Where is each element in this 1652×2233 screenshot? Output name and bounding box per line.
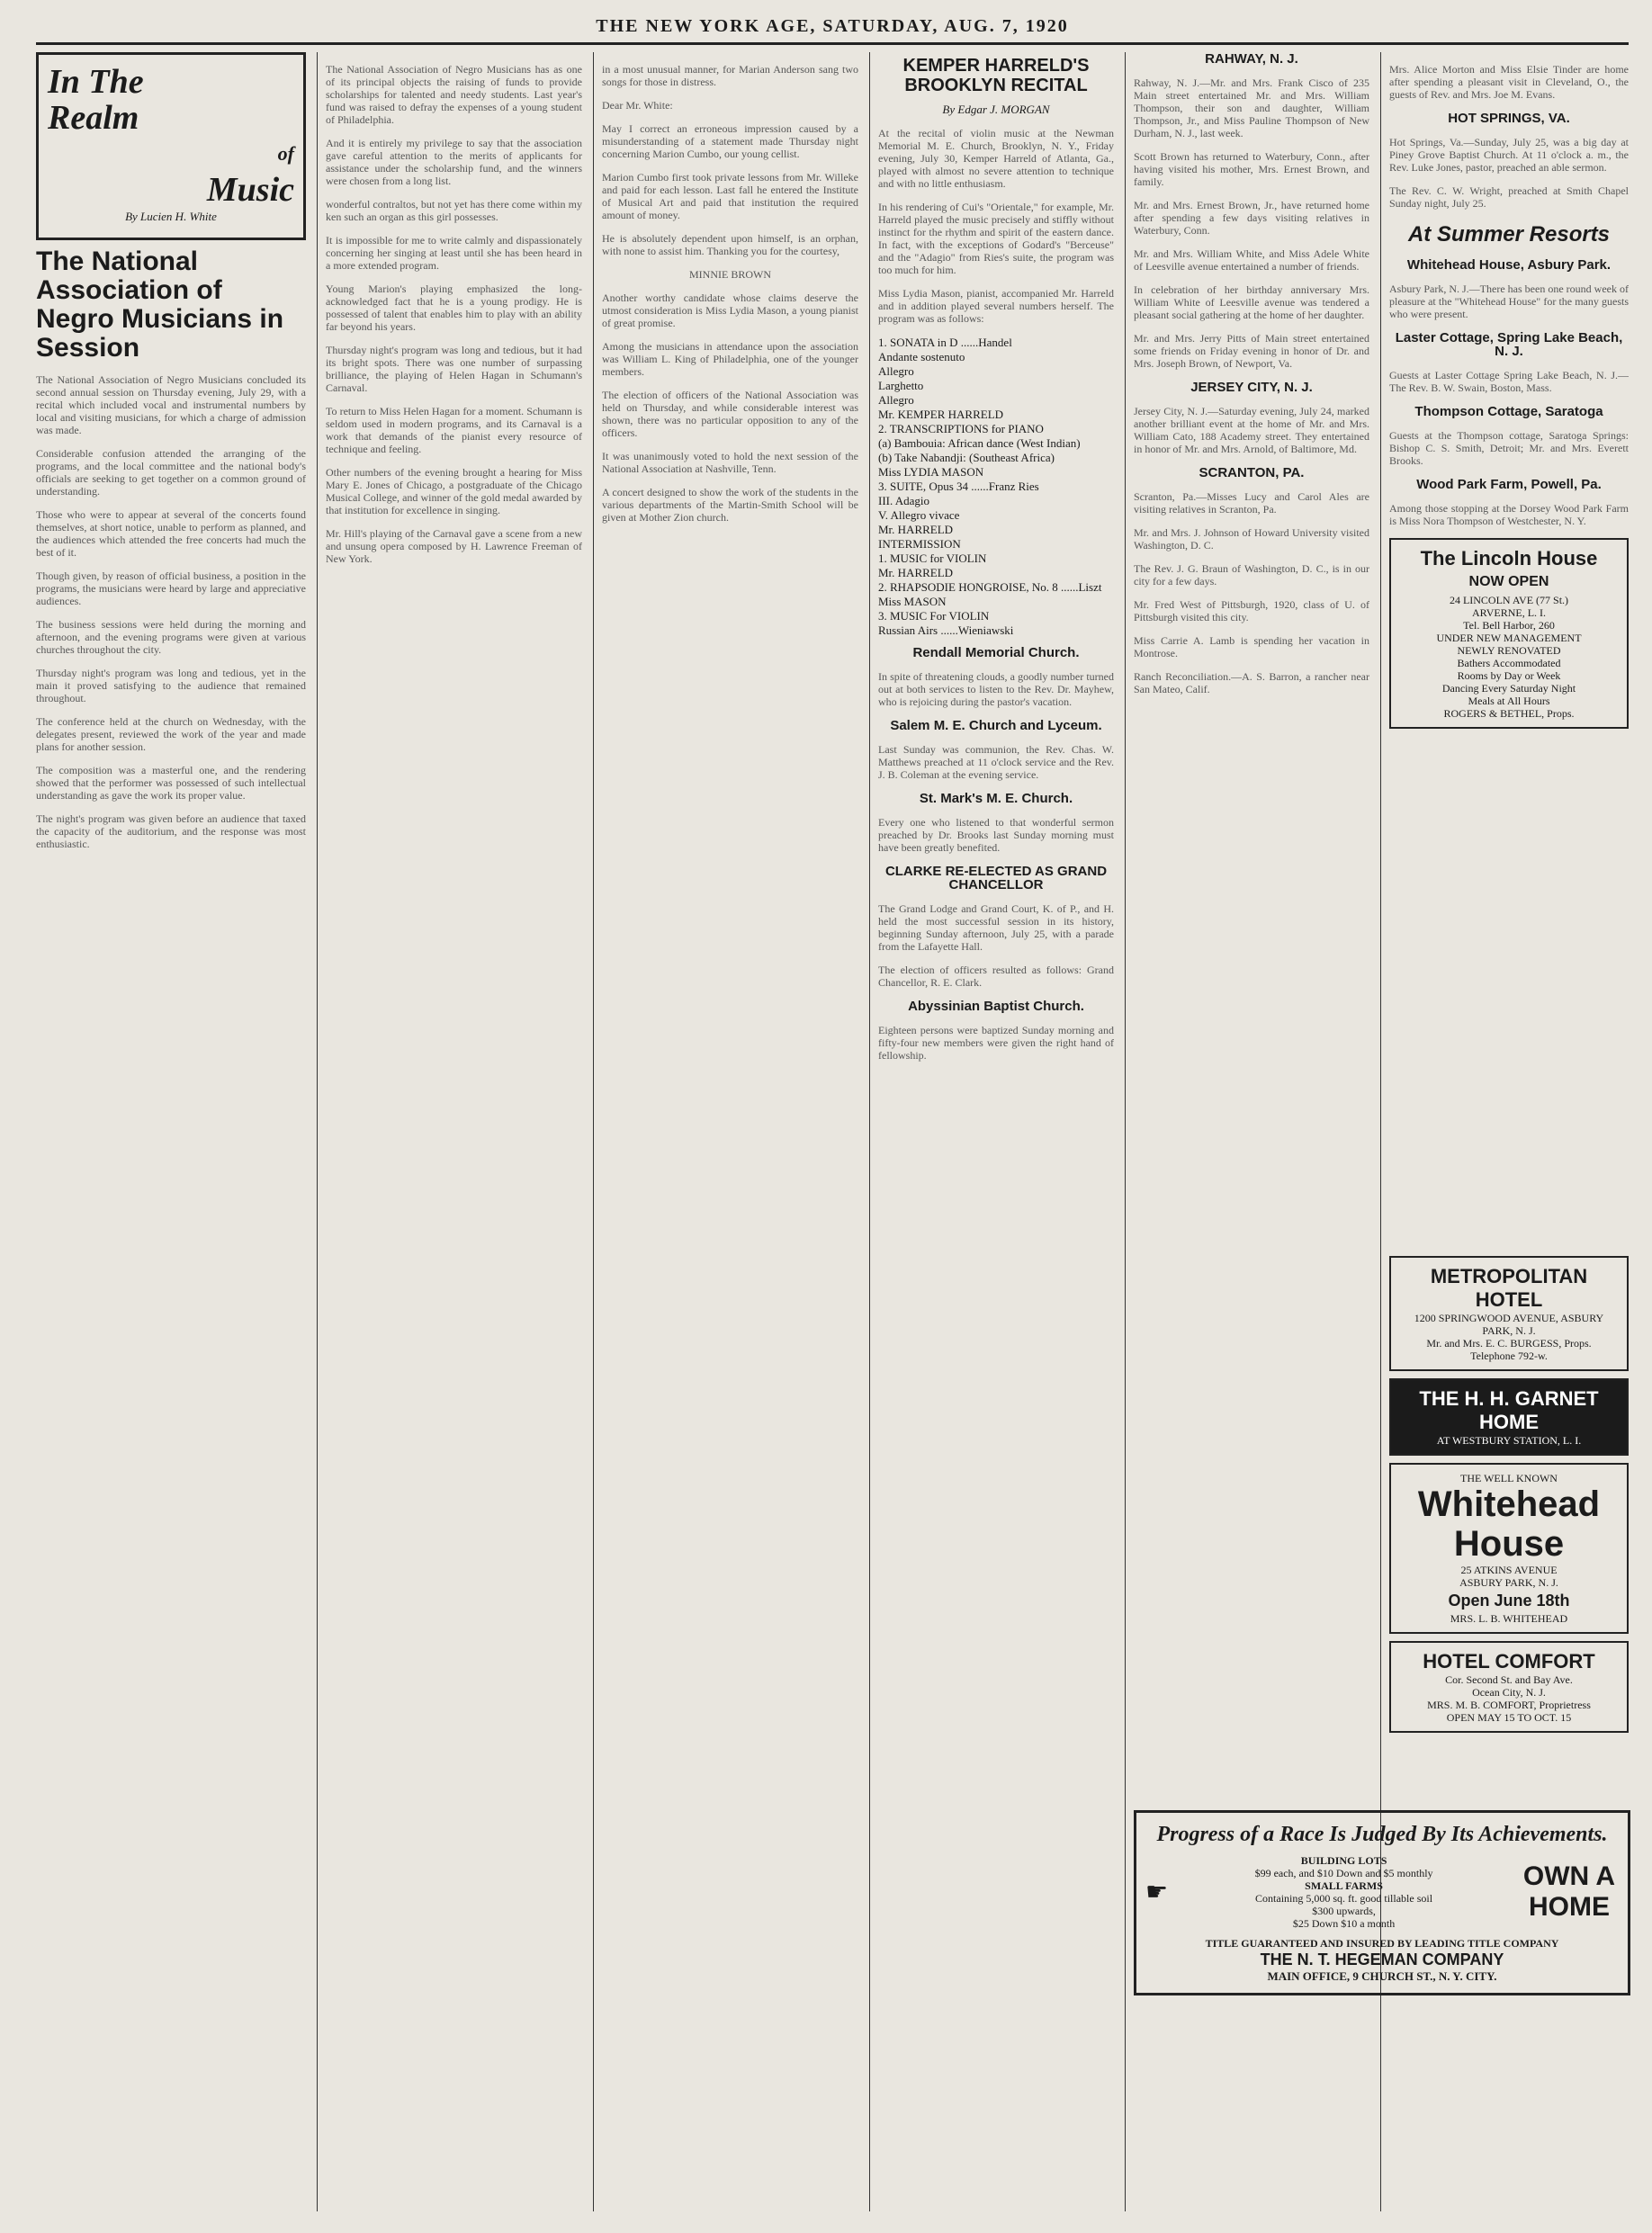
recital-byline: By Edgar J. MORGAN — [942, 103, 1050, 116]
ad-line: UNDER NEW MANAGEMENT — [1436, 632, 1582, 644]
ad-subtitle: NOW OPEN — [1468, 574, 1549, 589]
programme-line: (b) Take Nabandji: (Southeast Africa) — [878, 451, 1055, 464]
programme-line: Mr. HARRELD — [878, 523, 954, 536]
banner-line-3: of — [277, 142, 294, 165]
section-heading: Rendall Memorial Church. — [912, 645, 1080, 660]
ad-line: Ocean City, N. J. — [1472, 1686, 1546, 1699]
banner-line-4: Music — [206, 171, 294, 209]
ad-line: Dancing Every Saturday Night — [1441, 682, 1576, 695]
ad-line: NEWLY RENOVATED — [1457, 644, 1561, 657]
ad-line: THE WELL KNOWN — [1460, 1472, 1558, 1484]
section-body: Every one who listened to that wonderful sermon preached by Dr. Brooks last Sunday morning must have been greatly benefited. — [878, 816, 1114, 854]
section-body: Last Sunday was communion, the Rev. Chas. W. Matthews preached at 11 o'clock service and the Rev. J. B. Coleman at the evening service. — [878, 743, 1114, 781]
ad-line: TITLE GUARANTEED AND INSURED BY LEADING TITLE COMPANY — [1205, 1937, 1559, 1950]
ad-title: House — [1453, 1524, 1565, 1564]
programme-line: Miss LYDIA MASON — [878, 465, 984, 479]
article-headline: The National Association of Negro Musicians in Session — [36, 247, 284, 363]
ad-offers — [1255, 1854, 1433, 1930]
ad-line: ARVERNE, L. I. — [1471, 606, 1547, 619]
ad-line: $99 each, and $10 Down and $5 monthly — [1254, 1867, 1433, 1879]
recital-intro: At the recital of violin music at the Newman Memorial M. E. Church, Brooklyn, N. Y., Friday evening, July 30, Kemper Harreld of Atlanta, Ga., played with almost no severe attention to technique and with no little enthusiasm. In his rendering of Cui's "Orientale," for example, Mr. Harreld played the music precisely and stiffly without instinct for the rhythm and spirit of the eastern dance. In fact, with the exceptions of Godard's "Berceuse" and the "Adagio" from Ries's suite, the program was too much for him. Miss Lydia Mason, pianist, accompanied Mr. Harreld and in addition played several numbers herself. The program was as follows: — [878, 127, 1114, 325]
programme-line: Russian Airs ......Wieniawski — [878, 623, 1014, 637]
recital-headline: KEMPER HARRELD'S BROOKLYN RECITAL — [902, 56, 1090, 95]
section-heading: Wood Park Farm, Powell, Pa. — [1416, 477, 1602, 492]
article-body-continued: The National Association of Negro Musicians has as one of its principal objects the raising of funds to provide scholarships for talented and needy students. Last year's fund was raised to defray the expenses of a young student of Philadelphia. And it is entirely my privilege to say that the association gave careful attention to the merits of applicants for assistance under the scholarship fund, and the winners were chosen from a long list. wonderful contraltos, but not yet has there come within my ken such an organ as this girl possesses. It is impossible for me to write calmly and dispassionately concerning her singing at least until she has been heard in a more extended program. Young Marion's playing emphasized the long-acknowledged fact that he is a young prodigy. He is possessed of talent that enables him to play with an ability far beyond his years. Thursday night's program was long and tedious, but it had its bright spots. There was one number of surpassing brilliance, the playing of Helen Hagan in Schumann's Carnaval. To return to Miss Helen Hagan for a moment. Schumann is seldom used in modern programs, and its Carnaval is a work that demands of the pianist every resource of technique and feeling. Other numbers of the evening brought a hearing for Miss Mary E. Jones of Chicago, a postgraduate of the Chicago Musical College, and winner of the gold medal awarded by that institution for excellence in singing. Mr. Hill's playing of the Carnaval gave a scene from a new and unsung opera composed by H. Lawrence Freeman of New York. — [326, 63, 582, 565]
section-body: Guests at the Thompson cottage, Saratoga Springs: Bishop C. S. Smith, Detroit; Mr. and Mrs. Everett Brooks. — [1389, 429, 1629, 467]
ad-line: BUILDING LOTS — [1300, 1854, 1387, 1867]
garnet-home-ad — [1389, 1378, 1629, 1456]
section-heading: RAHWAY, N. J. — [1205, 52, 1298, 67]
programme-line: 1. SONATA in D ......Handel — [878, 336, 1012, 349]
ad-line: Mr. and Mrs. E. C. BURGESS, Props. — [1426, 1337, 1592, 1350]
column-rule — [1125, 52, 1126, 2211]
section-body: The Grand Lodge and Grand Court, K. of P., and H. held the most successful session in its history, beginning Sunday afternoon, July 25, with a parade from the Lafayette Hall. The election of officers resulted as follows: Grand Chancellor, R. E. Clark. — [878, 902, 1114, 989]
ad-line: ASBURY PARK, N. J. — [1459, 1576, 1558, 1589]
programme-line: Larghetto — [878, 379, 924, 392]
section-heading: Salem M. E. Church and Lyceum. — [890, 718, 1102, 733]
section-heading: JERSEY CITY, N. J. — [1190, 380, 1313, 395]
ad-line: Cor. Second St. and Bay Ave. — [1445, 1673, 1573, 1686]
banner-line-1: In The — [48, 63, 144, 101]
own-a-home: OWN A HOME — [1522, 1861, 1616, 1922]
banner-line-2: Realm — [48, 99, 139, 137]
masthead: THE NEW YORK AGE, SATURDAY, AUG. 7, 1920 — [36, 16, 1629, 45]
programme-line: 3. MUSIC For VIOLIN — [878, 609, 990, 623]
section-body: Eighteen persons were baptized Sunday morning and fifty-four new members were given the right hand of fellowship. — [878, 1024, 1114, 1062]
ads-column — [1389, 1249, 1629, 1740]
section-heading: SCRANTON, PA. — [1199, 465, 1305, 480]
hotel-comfort-ad — [1389, 1641, 1629, 1733]
ad-line: SMALL FARMS — [1305, 1879, 1383, 1892]
column-rule — [869, 52, 870, 2211]
ad-company: THE N. T. HEGEMAN COMPANY — [1260, 1951, 1504, 1968]
programme-line: (a) Bambouia: African dance (West Indian) — [878, 436, 1081, 450]
column-2 — [326, 52, 582, 2211]
ad-title: Whitehead — [1417, 1484, 1601, 1524]
ad-line: AT WESTBURY STATION, L. I. — [1436, 1434, 1582, 1447]
ad-line: Meals at All Hours — [1468, 695, 1550, 707]
programme-line: 1. MUSIC for VIOLIN — [878, 552, 987, 565]
programme-line: Mr. HARRELD — [878, 566, 954, 579]
ad-line: $300 upwards, — [1312, 1905, 1376, 1917]
ad-line: Containing 5,000 sq. ft. good tillable soil — [1255, 1892, 1433, 1905]
section-body: Hot Springs, Va.—Sunday, July 25, was a big day at Piney Grove Baptist Church. At 11 o'clock a. m., the Rev. Luke Jones, pastor, preached an able sermon. The Rev. C. W. Wright, preached at Smith Chapel Sunday night, July 25. — [1389, 136, 1629, 210]
programme-line: Allegro — [878, 393, 914, 407]
section-heading: CLARKE RE-ELECTED AS GRAND CHANCELLOR — [884, 864, 1108, 892]
column-rule — [593, 52, 594, 2211]
programme-line: INTERMISSION — [878, 537, 961, 551]
programme-line: 2. TRANSCRIPTIONS for PIANO — [878, 422, 1044, 435]
recital-programme — [878, 336, 1114, 637]
ad-line: MRS. L. B. WHITEHEAD — [1450, 1612, 1568, 1625]
ad-title: HOTEL COMFORT — [1423, 1650, 1595, 1673]
ad-line: Bathers Accommodated — [1457, 657, 1561, 669]
ad-line: 24 LINCOLN AVE (77 St.) — [1449, 594, 1569, 606]
section-body: Guests at Laster Cottage Spring Lake Beach, N. J.—The Rev. B. W. Swain, Boston, Mass. — [1389, 369, 1629, 394]
section-body: Rahway, N. J.—Mr. and Mrs. Frank Cisco of 235 Main street entertained Mr. and Mrs. William Thompson, their son and daughter, William Thompson, Jr., and Miss Pauline Thompson of New Durham, N. J., last week. Scott Brown has returned to Waterbury, Conn., after having visited his mother, Mrs. Ernest Brown, and family. Mr. and Mrs. Ernest Brown, Jr., have returned home after spending a few days visiting relatives in Waterbury, Conn. Mr. and Mrs. William White, and Miss Adele White of Leesville avenue entertained a number of friends. In celebration of her birthday anniversary Mrs. William White of Leesville avenue was tendered a pleasant social gathering at the home of her daughter. Mr. and Mrs. Jerry Pitts of Main street entertained some friends on Friday evening in honor of Dr. and Mrs. Joseph Brown, of Newport, Va. — [1134, 76, 1369, 370]
ad-line: ROGERS & BETHEL, Props. — [1443, 707, 1575, 720]
ad-title: THE H. H. GARNET HOME — [1419, 1387, 1599, 1433]
section-heading: St. Mark's M. E. Church. — [919, 791, 1073, 806]
ad-title: METROPOLITAN HOTEL — [1430, 1265, 1588, 1311]
section-body: Jersey City, N. J.—Saturday evening, July 24, marked another brilliant event at the home of Mr. and Mrs. William Cato, 188 Academy street. They entertained in honor of Mr. and Mrs. Arnold, of Baltimore, Md. — [1134, 405, 1369, 455]
section-body: Asbury Park, N. J.—There has been one round week of pleasure at the "Whitehead House" for the many guests who were present. — [1389, 282, 1629, 320]
music-column-banner — [36, 52, 306, 240]
summer-resorts-headline: At Summer Resorts — [1407, 222, 1611, 247]
programme-line: V. Allegro vivace — [878, 508, 960, 522]
column-byline: By Lucien H. White — [125, 210, 217, 223]
ad-line: MRS. M. B. COMFORT, Proprietress — [1427, 1699, 1591, 1711]
programme-line: Allegro — [878, 364, 914, 378]
letter-body: in a most unusual manner, for Marian Anderson sang two songs for those in distress. Dear Mr. White: May I correct an erroneous impression caused by a misunderstanding of a statement made Thursday night concerning Marion Cumbo, our young cellist. Marion Cumbo first took private lessons from Mr. Willeke and paid for each lesson. Last fall he entered the Institute of Musical Art and paid that institution the required amount of money. He is absolutely dependent upon himself, is an orphan, with none to assist him. Thanking you for the courtesy, MINNIE BROWN Another worthy candidate whose claims deserve the utmost consideration is Miss Lydia Mason, a young pianist of great promise. Among the musicians in attendance upon the association was William L. King of Philadelphia, one of the younger members. The election of officers of the National Association was held on Thursday, and while considerable interest was shown, there was no particular opposition to any of the officers. It was unanimously voted to hold the next session of the National Association at Nashville, Tenn. A concert designed to show the work of the students in the various departments of the Martin-Smith School will be given at Mother Zion church. — [602, 63, 858, 524]
ad-title: The Lincoln House — [1420, 547, 1598, 569]
column-3 — [602, 52, 858, 2211]
section-body: Among those stopping at the Dorsey Wood Park Farm is Miss Nora Thompson of Westchester, N. Y. — [1389, 502, 1629, 527]
section-heading: HOT SPRINGS, VA. — [1448, 111, 1570, 126]
ad-body — [1145, 1854, 1619, 1930]
section-heading: Abyssinian Baptist Church. — [908, 999, 1084, 1014]
programme-line: Andante sostenuto — [878, 350, 965, 363]
ad-line: Open June 18th — [1448, 1592, 1570, 1610]
newspaper-page — [36, 16, 1629, 2211]
column-1 — [36, 52, 306, 2211]
ad-line: $25 Down $10 a month — [1292, 1917, 1396, 1930]
whitehead-house-ad — [1389, 1463, 1629, 1634]
programme-line: 2. RHAPSODIE HONGROISE, No. 8 ......Liszt — [878, 580, 1102, 594]
section-body: Mrs. Alice Morton and Miss Elsie Tinder are home after spending a pleasant visit in Cleveland, O., the guests of Rev. and Mrs. Joe M. Evans. — [1389, 63, 1629, 101]
ad-line: 25 ATKINS AVENUE — [1460, 1564, 1558, 1576]
progress-of-a-race-ad — [1134, 1810, 1630, 1995]
programme-line: Miss MASON — [878, 595, 947, 608]
section-heading: Thompson Cottage, Saratoga — [1414, 404, 1603, 419]
article-body: The National Association of Negro Musicians concluded its second annual session on Thursday evening, July 29, with a recital which included vocal and instrumental numbers by local and visiting musicians, for which a charge of admission was made. Considerable confusion attended the arranging of the programs, and the local committee and the national body's officials are seeking to get together on a common ground of understanding. Those who were to appear at several of the concerts found themselves, at short notice, unable to perform as planned, and the audiences which attended the free concerts had much the best of it. Though given, by reason of official business, a position in the programs, the musicians were heard by large and appreciative audiences. The business sessions were held during the morning and afternoon, and the evening programs were given at various churches throughout the city. Thursday night's program was long and tedious, yet in the main it proved satisfying to the audience that remained throughout. The conference held at the church on Wednesday, with the delegates present, reviewed the work of the year and made plans for another session. The composition was a masterful one, and the rendering showed that the performer was possessed of such intellectual understanding as gave the work its proper value. The night's program was given before an audience that taxed the capacity of the auditorium, and the response was most enthusiastic. — [36, 373, 306, 850]
pointing-hand-icon: ☛ — [1145, 1879, 1169, 1906]
section-heading: Whitehead House, Asbury Park. — [1406, 257, 1612, 273]
lincoln-house-ad — [1389, 538, 1629, 729]
ad-line: Telephone 792-w. — [1470, 1350, 1548, 1362]
programme-line: III. Adagio — [878, 494, 930, 507]
section-body: Scranton, Pa.—Misses Lucy and Carol Ales are visiting relatives in Scranton, Pa. Mr. and Mrs. J. Johnson of Howard University visited Washington, D. C. The Rev. J. G. Braun of Washington, D. C., is in our city for a few days. Mr. Fred West of Pittsburgh, 1920, class of U. of Pittsburgh visited this city. Miss Carrie A. Lamb is spending her vacation in Montrose. Ranch Reconciliation.—A. S. Barron, a rancher near San Mateo, Calif. — [1134, 490, 1369, 695]
ad-line: Rooms by Day or Week — [1457, 669, 1561, 682]
programme-line: 3. SUITE, Opus 34 ......Franz Ries — [878, 480, 1039, 493]
ad-line: 1200 SPRINGWOOD AVENUE, ASBURY PARK, N. J. — [1414, 1312, 1604, 1337]
ad-line: MAIN OFFICE, 9 CHURCH ST., N. Y. CITY. — [1267, 1969, 1497, 1983]
programme-line: Mr. KEMPER HARRELD — [878, 408, 1004, 421]
ad-title: Progress of a Race Is Judged By Its Achievements. — [1156, 1823, 1608, 1846]
metropolitan-hotel-ad — [1389, 1256, 1629, 1371]
ad-line: OPEN MAY 15 TO OCT. 15 — [1446, 1711, 1572, 1724]
section-body: In spite of threatening clouds, a goodly number turned out at both services to listen to the Rev. Dr. Mayhew, who is rejoicing during the pastor's vacation. — [878, 670, 1114, 708]
column-4 — [878, 52, 1114, 2211]
section-heading: Laster Cottage, Spring Lake Beach, N. J. — [1395, 330, 1623, 359]
ad-line: Tel. Bell Harbor, 260 — [1463, 619, 1555, 632]
column-rule — [317, 52, 318, 2211]
